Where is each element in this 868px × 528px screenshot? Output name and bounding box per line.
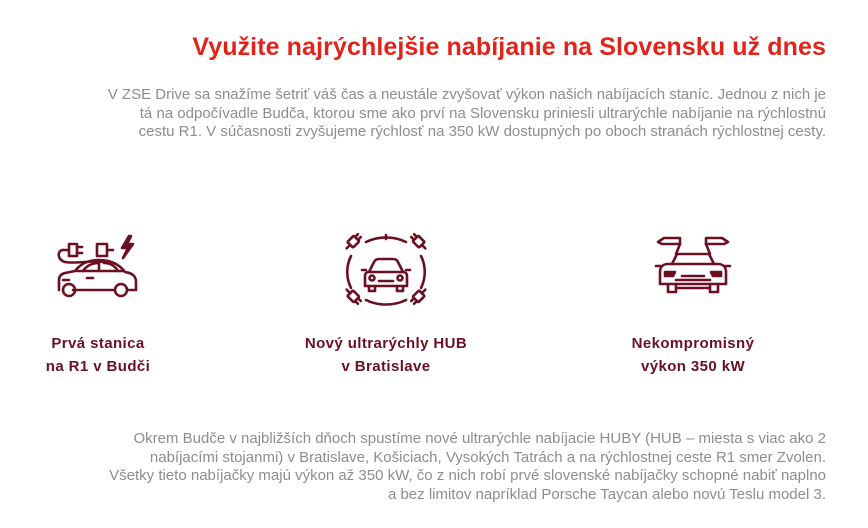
feature-bratislava-hub: [291, 228, 481, 375]
sports-car-icon: [648, 228, 738, 308]
intro-line: tá na odpočívadle Budča, ktorou sme ako prví na Slovensku priniesli ultrarýchle nabíjanie na rýchlostnú: [139, 104, 826, 122]
page-title: Využite najrýchlejšie nabíjanie na Slovensku už dnes: [192, 33, 826, 61]
outro-line: Okrem Budče v najbližších dňoch spustíme nové ultrarýchle nabíjacie HUBY (HUB – miesta s viac ako 2: [133, 430, 826, 447]
intro-line: V ZSE Drive sa snažíme šetriť váš čas a neustále zvyšovať výkon našich nabíjacích staníc. Jednou z nich je: [107, 86, 826, 103]
outro-line: nabíjacími stojanmi) v Bratislave, Košiciach, Vysokých Tatrách a na rýchlostnej ceste R1 smer Zvolen.: [149, 448, 826, 466]
charging-hub-icon: [341, 228, 431, 308]
ev-car-charging-icon: [53, 228, 143, 308]
feature-label: Nový ultrarýchly HUB v Bratislave: [304, 335, 468, 375]
outro-line: a bez limitov napríklad Porsche Taycan alebo novú Teslu model 3.: [387, 485, 826, 503]
feature-first-station: [3, 228, 193, 375]
feature-350kw-power: [598, 228, 788, 375]
feature-label: Nekompromisný výkon 350 kW: [631, 335, 755, 375]
feature-label: Prvá stanica na R1 v Budči: [45, 335, 151, 375]
intro-paragraph: [24, 86, 826, 142]
intro-line: cestu R1. V súčasnosti zvyšujeme rýchlosť na 350 kW dostupných po oboch stranách rýchlostnej cesty.: [138, 123, 826, 140]
outro-paragraph: [24, 430, 826, 504]
outro-line: Všetky tieto nabíjačky majú výkon až 350 kW, čo z nich robí prvé slovenské nabíjačky schopné nabiť naplno: [109, 467, 826, 484]
